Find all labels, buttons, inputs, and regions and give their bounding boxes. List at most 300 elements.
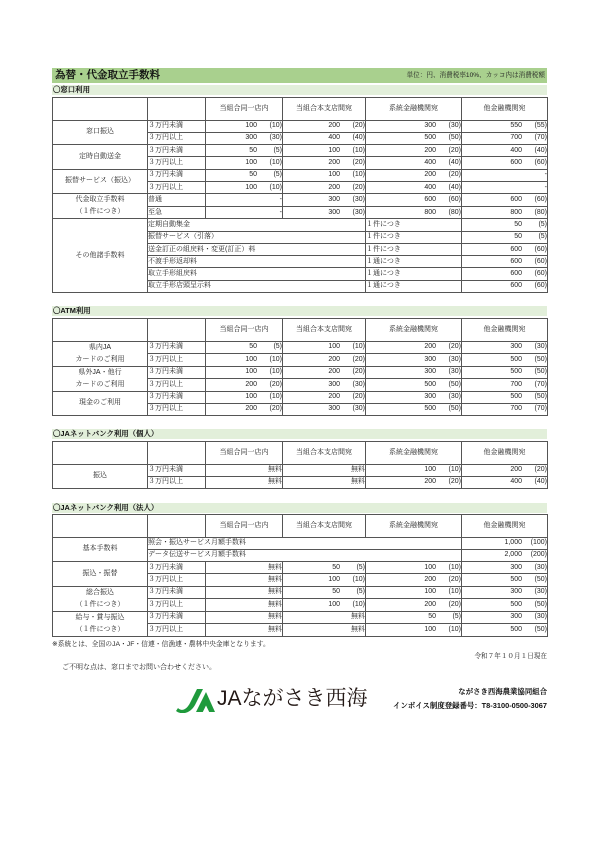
category-label: （１件につき）	[75, 625, 125, 633]
fee-amount: 200	[328, 159, 340, 167]
fee-cell	[206, 169, 283, 181]
fee-cell	[283, 120, 366, 132]
fee-tax-amount: (5)	[538, 220, 547, 228]
section-heading-label: 〇窓口利用	[53, 85, 90, 94]
fee-amount: 200	[328, 393, 340, 401]
column-header: 系統金融機関宛	[366, 442, 462, 465]
fee-cell	[366, 354, 462, 367]
ja-logo-mark	[175, 687, 215, 713]
fee-tax-amount: (20)	[269, 405, 282, 413]
fee-cell	[462, 243, 548, 255]
fee-amount: 200	[424, 600, 436, 608]
fee-cell	[462, 562, 548, 574]
category-cell	[53, 219, 148, 293]
category-cell	[53, 145, 148, 170]
fee-cell	[366, 611, 462, 624]
fee-cell	[462, 403, 548, 415]
fee-amount: 50	[332, 563, 340, 571]
fee-cell	[206, 611, 283, 624]
fee-cell	[283, 611, 366, 624]
fee-cell	[366, 169, 462, 181]
fee-tax-amount: (30)	[534, 613, 547, 621]
fee-amount: 200	[424, 343, 436, 351]
contact-message: ご不明な点は、窓口までお問い合わせください。	[62, 664, 216, 671]
category-cell	[53, 341, 148, 366]
column-header: 系統金融機関宛	[366, 515, 462, 538]
fee-unit-label: １件につき	[366, 231, 462, 243]
invoice-registration-number: インボイス制度登録番号：T8-3100-0500-3067	[393, 701, 547, 710]
fee-tax-amount: (50)	[534, 393, 547, 401]
fee-row	[53, 586, 548, 599]
category-cell	[53, 586, 148, 611]
fee-cell	[462, 379, 548, 392]
fee-tax-amount: (20)	[352, 368, 365, 376]
fee-amount: 200	[424, 478, 436, 486]
fee-cell	[206, 145, 283, 157]
table-header-row	[53, 98, 548, 121]
fee-item-label: 送金訂正の組戻料・変更(訂正）料	[148, 243, 366, 255]
fee-tax-amount: (30)	[534, 563, 547, 571]
amount-tier-label: 至急	[148, 206, 206, 219]
fee-unit-label: １通につき	[366, 268, 462, 280]
fee-amount: 50	[249, 146, 257, 154]
section-heading-window	[52, 85, 547, 95]
fee-amount: 200	[328, 183, 340, 191]
logo-wordmark: JAながさき西海	[217, 687, 368, 710]
category-label: 振込	[93, 472, 107, 480]
fee-tax-amount: (70)	[534, 134, 547, 142]
fee-cell	[206, 379, 283, 392]
fee-cell	[206, 120, 283, 132]
fee-item-label: データ伝送サービス月額手数料	[148, 549, 462, 561]
amount-tier-label: ３万円以上	[148, 379, 206, 392]
category-cell	[53, 391, 148, 416]
fee-amount: 500	[510, 368, 522, 376]
fee-cell	[283, 464, 366, 476]
fee-cell	[462, 476, 548, 488]
category-label: （１件につき）	[75, 208, 125, 216]
column-header: 当組合同一店内	[206, 515, 283, 538]
section-heading-label: 〇JAネットバンク利用（法人）	[53, 503, 159, 512]
category-cell	[53, 537, 148, 562]
header-blank-cell	[53, 98, 148, 121]
fee-cell	[283, 132, 366, 144]
fee-amount: 550	[510, 122, 522, 130]
fee-tax-amount: (20)	[352, 159, 365, 167]
fee-cell	[206, 157, 283, 169]
fee-cell	[206, 206, 283, 219]
fee-tax-amount: (50)	[534, 368, 547, 376]
category-label: 振込・振替	[82, 569, 118, 577]
header-blank-cell	[148, 319, 206, 342]
amount-tier-label: ３万円以上	[148, 599, 206, 612]
fee-cell	[366, 366, 462, 379]
amount-tier-label: ３万円以上	[148, 157, 206, 169]
fee-cell	[206, 476, 283, 488]
fee-tax-amount: (20)	[534, 466, 547, 474]
fee-amount: 100	[328, 146, 340, 154]
fee-tax-amount: (10)	[269, 355, 282, 363]
fee-tax-amount: (20)	[448, 478, 461, 486]
fee-tax-amount: (5)	[356, 588, 365, 596]
fee-cell	[283, 586, 366, 599]
fee-amount: 200	[424, 146, 436, 154]
fee-tax-amount: (5)	[273, 146, 282, 154]
header-blank-cell	[53, 319, 148, 342]
fee-tax-amount: (50)	[534, 576, 547, 584]
category-label: 定時自動送金	[79, 152, 121, 160]
column-header: 系統金融機関宛	[366, 319, 462, 342]
fee-cell	[462, 206, 548, 219]
amount-tier-label: ３万円以上	[148, 574, 206, 586]
fee-tax-amount: (60)	[534, 282, 547, 290]
fee-tax-amount: (20)	[448, 343, 461, 351]
category-label: 県外JA・他行	[78, 368, 122, 376]
fee-tax-amount: (30)	[352, 380, 365, 388]
fee-cell	[206, 354, 283, 367]
fee-cell	[462, 181, 548, 193]
fee-amount: 300	[424, 393, 436, 401]
fee-amount: 200	[328, 368, 340, 376]
fee-amount: 600	[510, 257, 522, 265]
amount-tier-label: ３万円以上	[148, 354, 206, 367]
category-label: 代金取立手数料	[75, 196, 125, 204]
fee-tax-amount: (30)	[448, 368, 461, 376]
column-header: 他金融機関宛	[462, 515, 548, 538]
fee-unit-label: １通につき	[366, 280, 462, 292]
category-cell	[53, 120, 148, 145]
fee-cell	[206, 391, 283, 403]
amount-tier-label: ３万円未満	[148, 366, 206, 379]
fee-tax-amount: (40)	[534, 146, 547, 154]
fee-value: 無料	[268, 600, 282, 608]
fee-tax-amount: (20)	[352, 183, 365, 191]
fee-amount: 100	[328, 171, 340, 179]
fee-item-row	[53, 537, 548, 549]
fee-amount: 500	[510, 393, 522, 401]
category-cell	[53, 194, 148, 219]
amount-tier-label: 普通	[148, 194, 206, 207]
fee-cell	[366, 464, 462, 476]
net-corporate-fee-table	[52, 514, 548, 637]
fee-tax-amount: (10)	[448, 625, 461, 633]
fee-tax-amount: (20)	[269, 380, 282, 388]
fee-amount: 500	[424, 380, 436, 388]
column-header: 当組合本支店間宛	[283, 98, 366, 121]
fee-tax-amount: (50)	[448, 405, 461, 413]
fee-cell	[283, 206, 366, 219]
fee-amount: 100	[245, 355, 257, 363]
fee-cell	[206, 574, 283, 586]
amount-tier-label: ３万円未満	[148, 586, 206, 599]
fee-amount: 300	[328, 405, 340, 413]
fee-amount: 500	[510, 355, 522, 363]
fee-cell	[462, 464, 548, 476]
fee-cell	[462, 366, 548, 379]
fee-cell	[462, 145, 548, 157]
section-heading-label: 〇JAネットバンク利用（個人）	[53, 429, 159, 438]
fee-tax-amount: (30)	[448, 393, 461, 401]
fee-value: 無料	[351, 613, 365, 621]
fee-amount: 50	[514, 220, 522, 228]
fee-value: 無料	[351, 466, 365, 474]
fee-cell	[366, 624, 462, 637]
fee-amount: 500	[424, 405, 436, 413]
fee-amount: 100	[245, 159, 257, 167]
fee-amount: 100	[245, 393, 257, 401]
table-body	[53, 515, 548, 637]
table-body	[53, 319, 548, 416]
category-label: カードのご利用	[75, 355, 125, 363]
fee-cell	[462, 391, 548, 403]
column-header: 当組合本支店間宛	[283, 319, 366, 342]
fee-cell	[366, 403, 462, 415]
fee-cell	[206, 586, 283, 599]
atm-fee-table	[52, 318, 548, 416]
fee-tax-amount: (80)	[448, 208, 461, 216]
category-cell	[53, 562, 148, 587]
fee-cell	[283, 169, 366, 181]
fee-tax-amount: (60)	[534, 196, 547, 204]
category-label: （１件につき）	[75, 600, 125, 608]
fee-value: -	[279, 208, 282, 216]
fee-tax-amount: (30)	[352, 405, 365, 413]
fee-cell	[283, 181, 366, 193]
category-label: 給与・賞与振込	[75, 613, 125, 621]
fee-amount: 50	[332, 588, 340, 596]
fee-amount: 300	[328, 208, 340, 216]
amount-tier-label: ３万円未満	[148, 562, 206, 574]
fee-cell	[206, 403, 283, 415]
fee-cell	[283, 379, 366, 392]
fee-tax-amount: (100)	[530, 539, 547, 547]
fee-amount: 200	[245, 405, 257, 413]
fee-tax-amount: (30)	[534, 343, 547, 351]
category-cell	[53, 366, 148, 391]
fee-cell	[462, 341, 548, 354]
fee-cell	[462, 256, 548, 268]
effective-date: 令和７年１０月１日現在	[474, 653, 547, 660]
fee-tax-amount: (40)	[448, 183, 461, 191]
fee-cell	[366, 206, 462, 219]
fee-value: 無料	[268, 625, 282, 633]
title-bar	[52, 68, 547, 83]
fee-row	[53, 464, 548, 476]
fee-cell	[462, 169, 548, 181]
fee-tax-amount: (10)	[269, 159, 282, 167]
fee-unit-label: １件につき	[366, 243, 462, 255]
fee-cell	[283, 366, 366, 379]
fee-item-label: 振替サービス（引落）	[148, 231, 366, 243]
fee-row	[53, 341, 548, 354]
fee-cell	[366, 132, 462, 144]
footnote: ※系統とは、全国のJA・JF・信連・信漁連・農林中央金庫となります。	[52, 641, 270, 648]
fee-tax-amount: (10)	[448, 588, 461, 596]
fee-tax-amount: (5)	[273, 343, 282, 351]
fee-cell	[462, 549, 548, 561]
fee-amount: 300	[510, 613, 522, 621]
column-header: 系統金融機関宛	[366, 98, 462, 121]
fee-amount: 300	[510, 343, 522, 351]
table-body	[53, 442, 548, 489]
fee-amount: 500	[510, 625, 522, 633]
fee-row	[53, 120, 548, 132]
fee-tax-amount: (30)	[448, 122, 461, 130]
fee-cell	[462, 354, 548, 367]
fee-cell	[366, 194, 462, 207]
category-label: 振替サービス（振込）	[65, 177, 135, 185]
amount-tier-label: ３万円以上	[148, 403, 206, 415]
fee-cell	[366, 379, 462, 392]
fee-amount: 100	[245, 368, 257, 376]
fee-cell	[462, 231, 548, 243]
fee-tax-amount: (20)	[448, 600, 461, 608]
fee-amount: 50	[514, 233, 522, 241]
fee-value: -	[544, 171, 547, 179]
fee-amount: 200	[328, 122, 340, 130]
fee-cell	[366, 562, 462, 574]
fee-cell	[462, 599, 548, 612]
fee-tax-amount: (40)	[448, 159, 461, 167]
category-cell	[53, 169, 148, 194]
fee-amount: 400	[510, 478, 522, 486]
fee-amount: 100	[424, 625, 436, 633]
fee-tax-amount: (10)	[269, 393, 282, 401]
fee-cell	[462, 268, 548, 280]
fee-tax-amount: (10)	[352, 576, 365, 584]
fee-cell	[206, 181, 283, 193]
fee-tax-amount: (30)	[269, 134, 282, 142]
fee-tax-amount: (5)	[538, 233, 547, 241]
window-fee-table	[52, 97, 548, 293]
fee-cell	[206, 366, 283, 379]
amount-tier-label: ３万円未満	[148, 611, 206, 624]
fee-cell	[366, 586, 462, 599]
fee-amount: 100	[424, 588, 436, 596]
fee-amount: 400	[328, 134, 340, 142]
fee-cell	[283, 194, 366, 207]
amount-tier-label: ３万円未満	[148, 169, 206, 181]
category-cell	[53, 611, 148, 636]
fee-tax-amount: (50)	[534, 355, 547, 363]
fee-amount: 600	[424, 196, 436, 204]
section-heading-atm	[52, 306, 547, 316]
fee-cell	[366, 120, 462, 132]
fee-value: -	[279, 196, 282, 204]
fee-tax-amount: (10)	[448, 563, 461, 571]
fee-row	[53, 391, 548, 403]
amount-tier-label: ３万円以上	[148, 624, 206, 637]
fee-cell	[283, 599, 366, 612]
fee-amount: 300	[424, 355, 436, 363]
column-header: 当組合同一店内	[206, 442, 283, 465]
fee-tax-amount: (20)	[448, 576, 461, 584]
fee-item-label: 照会・振込サービス月額手数料	[148, 537, 462, 549]
fee-tax-amount: (5)	[356, 563, 365, 571]
fee-amount: 700	[510, 134, 522, 142]
fee-amount: 300	[328, 380, 340, 388]
header-blank-cell	[148, 515, 206, 538]
fee-tax-amount: (40)	[534, 478, 547, 486]
fee-amount: 1,000	[504, 539, 522, 547]
fee-tax-amount: (20)	[448, 171, 461, 179]
fee-amount: 50	[249, 171, 257, 179]
fee-cell	[283, 574, 366, 586]
fee-cell	[366, 599, 462, 612]
page-title: 為替・代金取立手数料	[55, 69, 160, 81]
fee-value: 無料	[268, 466, 282, 474]
fee-amount: 50	[249, 343, 257, 351]
fee-amount: 500	[510, 600, 522, 608]
fee-cell	[462, 624, 548, 637]
fee-value: 無料	[351, 625, 365, 633]
fee-cell	[283, 145, 366, 157]
fee-cell	[462, 194, 548, 207]
fee-row	[53, 366, 548, 379]
fee-item-label: 取立手形組戻料	[148, 268, 366, 280]
fee-cell	[283, 562, 366, 574]
fee-tax-amount: (20)	[352, 122, 365, 130]
column-header: 他金融機関宛	[462, 98, 548, 121]
fee-cell	[206, 562, 283, 574]
category-label: 県内JA	[88, 343, 112, 351]
fee-cell	[283, 391, 366, 403]
fee-amount: 100	[245, 183, 257, 191]
table-header-row	[53, 319, 548, 342]
fee-tax-amount: (30)	[352, 208, 365, 216]
fee-cell	[366, 574, 462, 586]
fee-tax-amount: (60)	[534, 159, 547, 167]
fee-unit-label: １件につき	[366, 219, 462, 231]
amount-tier-label: ３万円以上	[148, 132, 206, 144]
fee-cell	[462, 574, 548, 586]
fee-tax-amount: (10)	[269, 183, 282, 191]
fee-amount: 300	[328, 196, 340, 204]
fee-value: 無料	[268, 478, 282, 486]
fee-cell	[206, 599, 283, 612]
fee-cell	[206, 341, 283, 354]
fee-cell	[366, 391, 462, 403]
fee-tax-amount: (10)	[269, 122, 282, 130]
fee-tax-amount: (10)	[352, 343, 365, 351]
fee-amount: 300	[245, 134, 257, 142]
fee-tax-amount: (70)	[534, 380, 547, 388]
fee-amount: 400	[424, 159, 436, 167]
fee-amount: 300	[424, 368, 436, 376]
category-label: 窓口振込	[86, 128, 114, 136]
section-heading-net-personal	[52, 429, 547, 439]
category-label: その他諸手数料	[75, 251, 125, 259]
fee-tax-amount: (60)	[534, 245, 547, 253]
fee-tax-amount: (50)	[448, 380, 461, 388]
fee-amount: 100	[424, 563, 436, 571]
fee-item-label: 取立手形店頭呈示料	[148, 280, 366, 292]
fee-cell	[283, 403, 366, 415]
fee-tax-amount: (20)	[352, 355, 365, 363]
fee-amount: 600	[510, 196, 522, 204]
amount-tier-label: ３万円以上	[148, 181, 206, 193]
fee-amount: 400	[424, 183, 436, 191]
fee-item-label: 定期自動集金	[148, 219, 366, 231]
fee-amount: 200	[424, 576, 436, 584]
fee-value: 無料	[268, 588, 282, 596]
fee-cell	[462, 586, 548, 599]
fee-cell	[366, 181, 462, 193]
amount-tier-label: ３万円未満	[148, 464, 206, 476]
column-header: 当組合本支店間宛	[283, 442, 366, 465]
fee-tax-amount: (40)	[352, 134, 365, 142]
table-header-row	[53, 515, 548, 538]
